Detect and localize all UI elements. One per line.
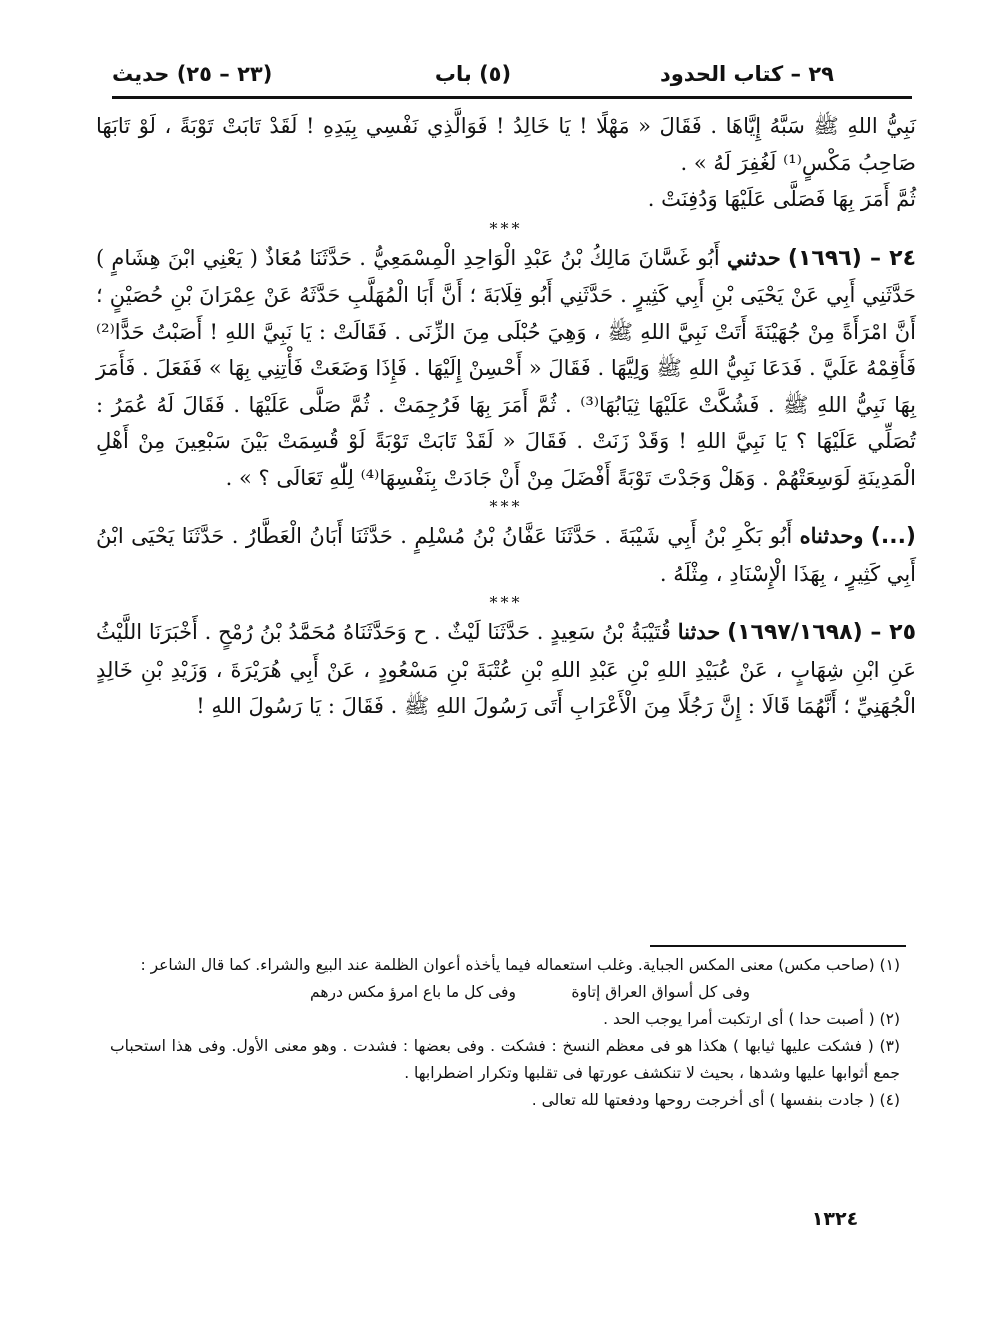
header-book-title: ٢٩ – كتاب الحدود bbox=[659, 62, 834, 86]
header-rule bbox=[112, 96, 912, 99]
footnote-3: (٣) ( فشكت عليها ثيابها ) هكذا هو فى معظم النسخ : فشكت . وفى بعضها : فشدت . وهو معنى الأول. وفى هذا استحباب جمع أثوابها عليها وشدها ، بحيث لا تنكشف عورتها فى تقلبها وتكرار اضطرابها . bbox=[110, 1037, 900, 1082]
hadith-number: ٢٥ – (١٦٩٧/١٦٩٨) bbox=[727, 620, 916, 645]
section-separator: *** bbox=[489, 497, 523, 516]
paragraph-burial: ثُمَّ أَمَرَ بِهَا فَصَلَّى عَلَيْهَا وَدُفِنَتْ . bbox=[647, 187, 916, 211]
main-text bbox=[96, 108, 916, 725]
hadith-text: قُتَيْبَةُ بْنُ سَعِيدٍ . حَدَّثَنَا لَيْثٌ . ح وَحَدَّثَنَاهُ مُحَمَّدُ بْنُ رُمْحٍ . أَخْبَرَنَا اللَّيْثُ عَنِ ابْنِ شِهَابٍ ، عَنْ عُبَيْدِ اللهِ بْنِ عَبْدِ اللهِ بْنِ عُتْبَةَ بْنِ مَسْعُودٍ ، عَنْ أَبِي هُرَيْرَةَ ، وَزَيْدِ بْنِ خَالِدٍ الْجُهَنِيِّ ؛ أَنَّهُمَا قَالَا : إِنَّ رَجُلًا مِنَ الْأَعْرَابِ أَتَى رَسُولَ اللهِ ﷺ . فَقَالَ : يَا رَسُولَ اللهِ ! bbox=[96, 620, 916, 718]
running-header bbox=[112, 58, 834, 94]
hadith-isnad-keyword: وحدثناه bbox=[799, 523, 864, 548]
hadith-isnad-keyword: حدثنا bbox=[677, 619, 721, 644]
verse-first-hemistich: وفى كل أسواق العراق إتاوة bbox=[571, 983, 750, 1001]
hadith-24 bbox=[96, 240, 916, 497]
section-separator: *** bbox=[489, 593, 523, 612]
hadith-isnad-keyword: حدثني bbox=[726, 244, 781, 270]
section-separator: *** bbox=[489, 218, 523, 238]
hadith-number: ٢٤ – (١٦٩٦) bbox=[787, 245, 916, 271]
footnote-1-verse bbox=[110, 979, 900, 1006]
footnote-rule bbox=[650, 945, 906, 947]
footnote-4: (٤) ( جادت بنفسها ) أى أخرجت روحها ودفعتها لله تعالى . bbox=[531, 1091, 900, 1109]
header-chapter: (٥) باب bbox=[434, 62, 512, 86]
header-hadith-range: (٢٣ – ٢٥) حديث bbox=[112, 62, 273, 86]
footnote-1: (١) (صاحب مكس) معنى المكس الجباية. وغلب استعماله فيما يأخذه أعوان الظلمة عند البيع والشراء. كما قال الشاعر : bbox=[140, 956, 900, 974]
page-number: ١٣٢٤ bbox=[811, 1208, 859, 1230]
footnote-2: (٢) ( أصبت حدا ) أى ارتكبت أمرا يوجب الحد . bbox=[603, 1010, 900, 1028]
verse-second-hemistich: وفى كل ما باع امرؤ مكس درهم bbox=[310, 983, 516, 1001]
paragraph-continuation: نَبِيُّ اللهِ ﷺ سَبَّهُ إِيَّاهَا . فَقَالَ « مَهْلًا ! يَا خَالِدُ ! فَوَالَّذِي نَفْسِي بِيَدِهِ ! لَقَدْ تَابَتْ تَوْبَةً ، لَوْ تَابَهَا صَاحِبُ مَكْسٍ⁽¹⁾ لَغُفِرَ لَهُ » . bbox=[96, 114, 916, 175]
hadith-number: (...) bbox=[870, 524, 916, 549]
hadith-text: أَبُو بَكْرِ بْنُ أَبِي شَيْبَةَ . حَدَّثَنَا عَفَّانُ بْنُ مُسْلِمٍ . حَدَّثَنَا أَبَانُ الْعَطَّارُ . حَدَّثَنَا يَحْيَى ابْنُ أَبِي كَثِيرٍ ، بِهَذَا الْإِسْنَادِ ، مِثْلَهُ . bbox=[96, 524, 916, 586]
hadith-variant bbox=[96, 518, 916, 592]
footnotes bbox=[110, 952, 900, 1114]
hadith-text: أَبُو غَسَّانَ مَالِكُ بْنُ عَبْدِ الْوَاحِدِ الْمِسْمَعِيُّ . حَدَّثَنَا مُعَاذٌ ( يَعْنِي ابْنَ هِشَامٍ ) حَدَّثَنِي أَبِي عَنْ يَحْيَى بْنِ أَبِي كَثِيرٍ . حَدَّثَنِي أَبُو قِلَابَةَ ؛ أَنَّ أَبَا الْمُهَلَّبِ حَدَّثَهُ عَنْ عِمْرَانَ بْنِ حُصَيْنٍ ؛ أَنَّ امْرَأَةً مِنْ جُهَيْنَةَ أَتَتْ نَبِيَّ اللهِ ﷺ ، وَهِيَ حُبْلَى مِنَ الزِّنَى . فَقَالَتْ : يَا نَبِيَّ اللهِ ! أَصَبْتُ حَدًّا⁽²⁾ فَأَقِمْهُ عَلَيَّ . فَدَعَا نَبِيُّ اللهِ ﷺ وَلِيَّهَا . فَقَالَ « أَحْسِنْ إِلَيْهَا . فَإِذَا وَضَعَتْ فَأْتِنِي بِهَا » فَفَعَلَ . فَأَمَرَ بِهَا نَبِيُّ اللهِ ﷺ . فَشُكَّتْ عَلَيْهَا ثِيَابُهَا⁽³⁾ . ثُمَّ أَمَرَ بِهَا فَرُجِمَتْ . ثُمَّ صَلَّى عَلَيْهَا . فَقَالَ لَهُ عُمَرُ : تُصَلِّي عَلَيْهَا ؟ يَا نَبِيَّ اللهِ ! وَقَدْ زَنَتْ . فَقَالَ « لَقَدْ تَابَتْ تَوْبَةً لَوْ قُسِمَتْ بَيْنَ سَبْعِينَ مِنْ أَهْلِ الْمَدِينَةِ لَوَسِعَتْهُمْ . وَهَلْ وَجَدْتَ تَوْبَةً أَفْضَلَ مِنْ أَنْ جَادَتْ بِنَفْسِهَا⁽⁴⁾ لِلّٰهِ تَعَالَى ؟ » . bbox=[96, 245, 917, 490]
hadith-25 bbox=[96, 614, 916, 725]
